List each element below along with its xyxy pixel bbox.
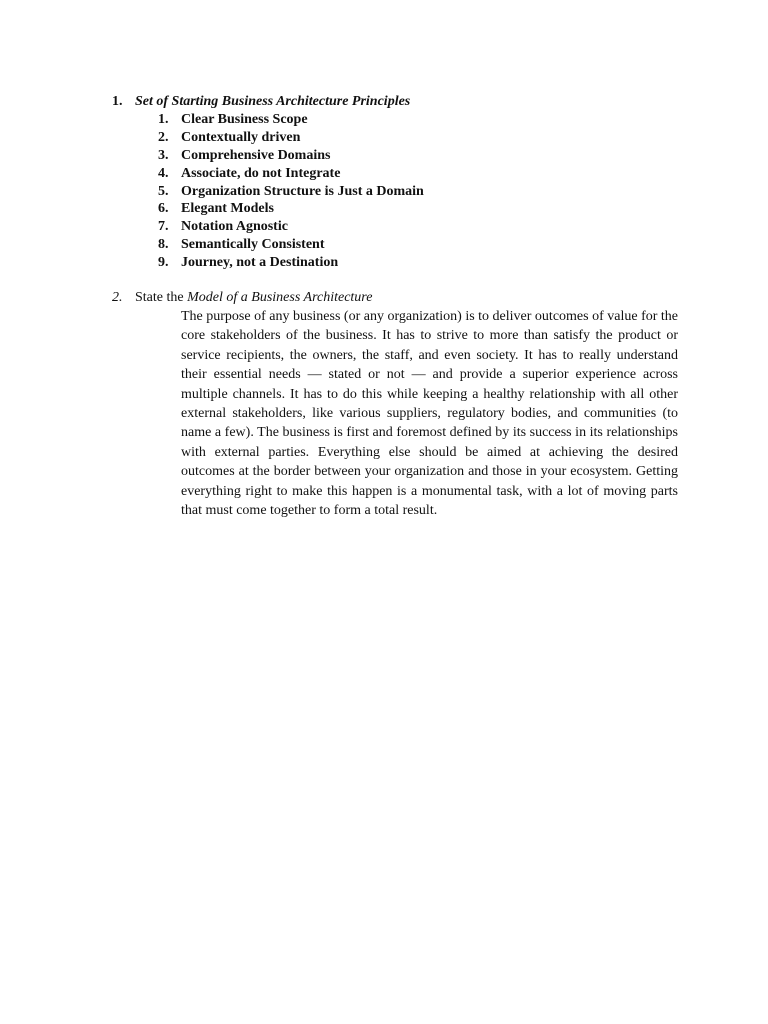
principle-number: 9. bbox=[158, 255, 169, 271]
principle-number: 2. bbox=[158, 129, 169, 145]
section-2-number: 2. bbox=[112, 290, 123, 305]
section-1-title: Set of Starting Business Architecture Principles bbox=[135, 94, 411, 109]
section-2-title: Model of a Business Architecture bbox=[187, 290, 373, 305]
principle-label: Journey, not a Destination bbox=[181, 255, 339, 271]
principle-label: Comprehensive Domains bbox=[181, 147, 331, 163]
principle-label: Associate, do not Integrate bbox=[181, 165, 341, 181]
principle-number: 8. bbox=[158, 237, 169, 253]
principle-label: Organization Structure is Just a Domain bbox=[181, 183, 424, 199]
principle-number: 5. bbox=[158, 183, 169, 199]
principle-number: 4. bbox=[158, 165, 169, 181]
section-1-number: 1. bbox=[112, 94, 123, 109]
section-2-lead: State the bbox=[135, 290, 188, 305]
principle-number: 6. bbox=[158, 201, 169, 217]
principle-label: Semantically Consistent bbox=[181, 237, 325, 253]
section-2-paragraph: The purpose of any business (or any organization) is to deliver outcomes of value for the core stakeholders of the business. It has to strive to more than satisfy the product or service recipients, the owners, the staff, and even society. It has to really understand their essential needs — stated or not — and provide a superior experience across multiple channels. It has to do this while keeping a healthy relationship with all other external stakeholders, like various suppliers, regulatory bodies, and communities (to name a few). The business is first and foremost defined by its success in its relationships with external parties. Everything else should be aimed at achieving the desired outcomes at the border between your organization and those in your ecosystem. Getting everything right to make this happen is a monumental task, with a lot of moving parts that must come together to form a total result. bbox=[181, 309, 678, 519]
principle-number: 1. bbox=[158, 112, 169, 127]
section-2-heading-text bbox=[135, 289, 372, 307]
principle-number: 7. bbox=[158, 219, 169, 235]
principle-label: Elegant Models bbox=[181, 201, 274, 217]
principle-label: Contextually driven bbox=[181, 129, 301, 145]
principle-label: Clear Business Scope bbox=[181, 112, 308, 127]
principle-label: Notation Agnostic bbox=[181, 219, 288, 235]
principle-number: 3. bbox=[158, 147, 169, 163]
